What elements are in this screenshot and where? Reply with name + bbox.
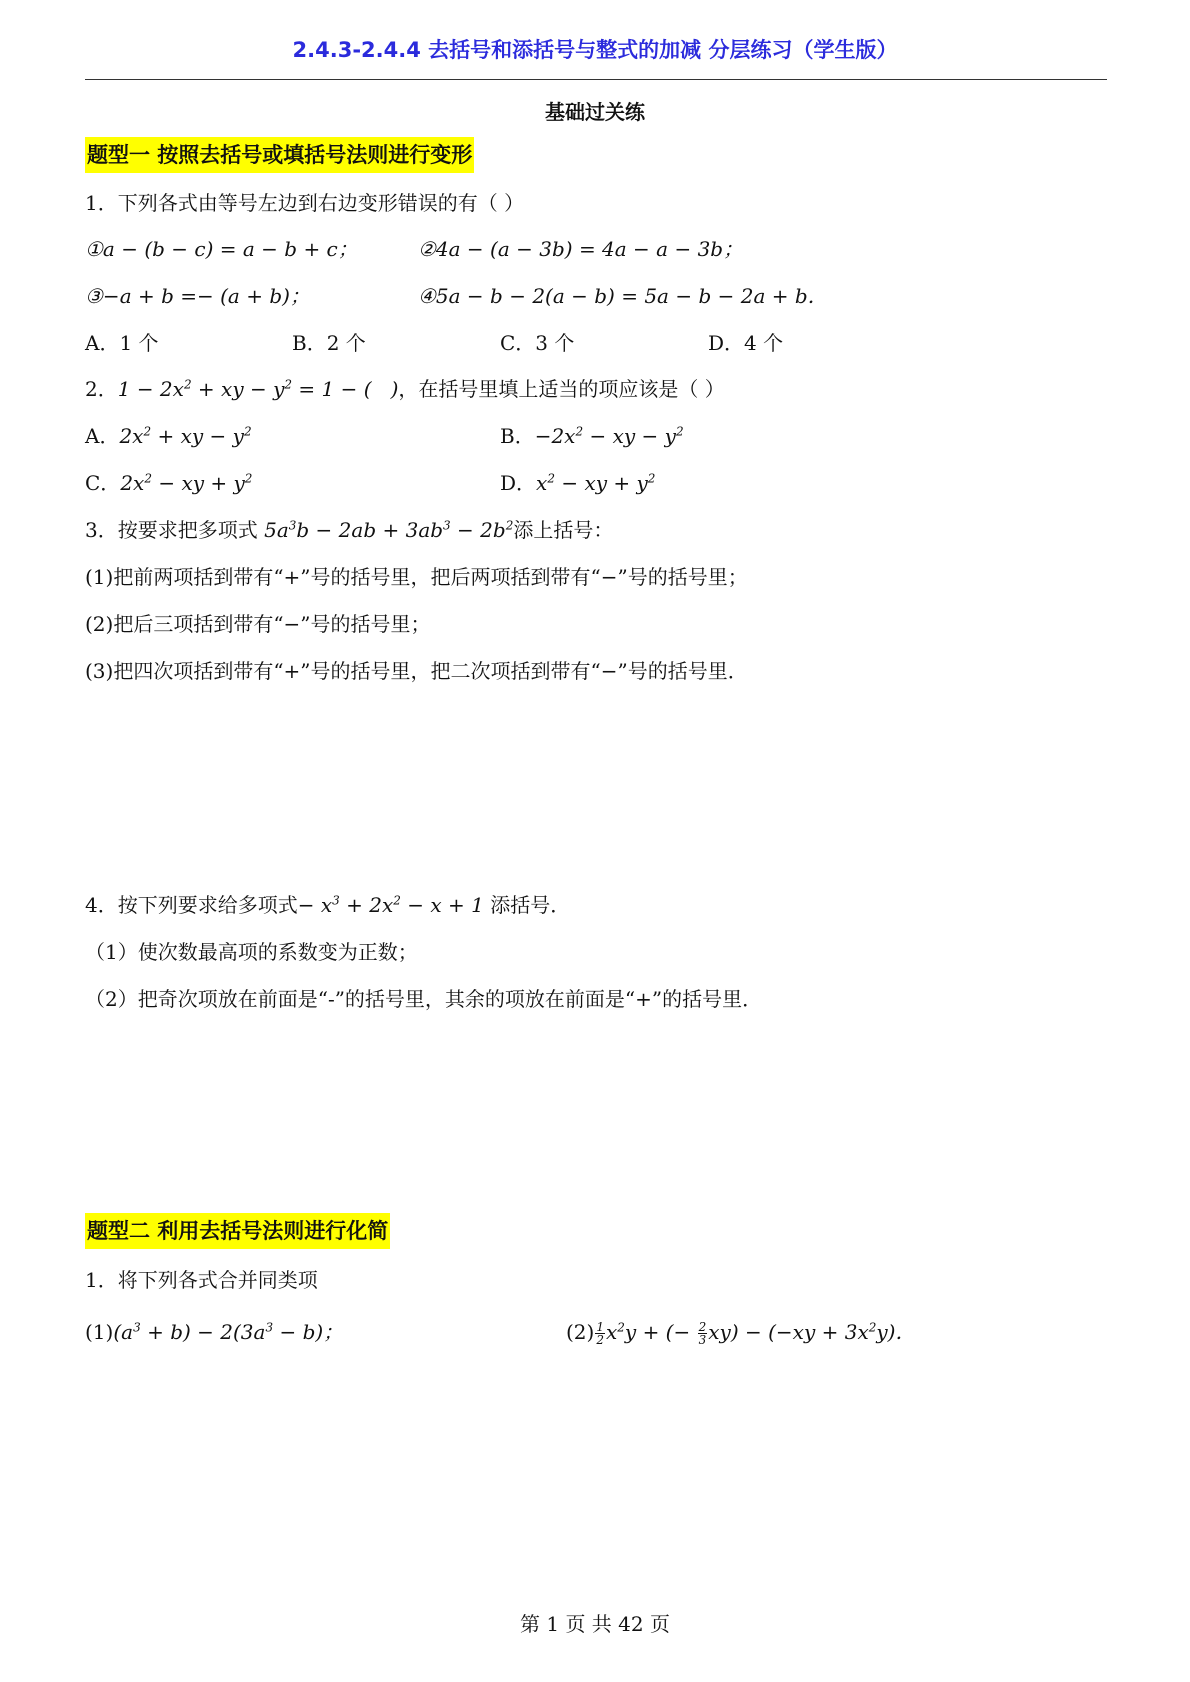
q2-stem-tail: ，在括号里填上适当的项应该是（ ） bbox=[398, 377, 725, 401]
q1-item-3-text: ③−a + b =− (a + b)； bbox=[85, 284, 310, 308]
fraction-one-half: $\frac{1}{2}$ bbox=[596, 1320, 604, 1347]
document-title: 2.4.3-2.4.4 去括号和添括号与整式的加减 分层练习（学生版） bbox=[292, 38, 898, 62]
q1-item-4-text: ④5a − b − 2(a − b) = 5a − b − 2a + b． bbox=[418, 284, 828, 308]
q1-item-1-text: ①a − (b − c) = a − b + c； bbox=[85, 237, 358, 261]
q1-item-4 bbox=[418, 282, 828, 310]
q3-prefix: 3．按要求把多项式 bbox=[85, 518, 265, 542]
q3-sub-3: (3)把四次项括到带有“+”号的括号里，把二次项括到带有“−”号的括号里． bbox=[85, 659, 748, 683]
type2-q1-sub-2 bbox=[566, 1318, 915, 1346]
type2-q1-sub-1-expr: $(a^3 + b) - 2(3a^3 - b)$； bbox=[113, 1320, 344, 1344]
type2-q1-sub-1 bbox=[85, 1318, 343, 1346]
q2-expression: $1 - 2x^2$ + xy − $y^2 = 1$ − ( ) bbox=[117, 377, 399, 401]
q4-suffix: 添括号． bbox=[483, 893, 571, 917]
q2-option-d bbox=[500, 469, 655, 497]
q2-option-c bbox=[85, 469, 252, 497]
q4-stem bbox=[85, 891, 570, 919]
q1-option-a: A．1 个 bbox=[85, 331, 159, 355]
q1-item-2 bbox=[418, 235, 743, 263]
q2-option-d-label: D． bbox=[500, 471, 537, 495]
type2-q1-sub-2-expr-b: $xy) - (-xy + 3x^2y)$． bbox=[708, 1320, 916, 1344]
q1-item-3 bbox=[85, 282, 310, 310]
q3-stem bbox=[85, 516, 613, 544]
q1-option-b: B．2 个 bbox=[292, 331, 366, 355]
type2-heading: 题型二 利用去括号法则进行化简 bbox=[85, 1213, 390, 1249]
q2-option-d-expr: $x^2$ − xy + $y^2$ bbox=[536, 471, 656, 495]
q3-polynomial: $5a^3b - 2ab + 3ab^3 - 2b^2$ bbox=[264, 518, 514, 542]
type2-q1-sub-2-expr-a: $x^2y$ + (− bbox=[605, 1320, 697, 1344]
page-footer: 第 1 页 共 42 页 bbox=[520, 1612, 670, 1636]
q3-sub-1: (1)把前两项括到带有“+”号的括号里，把后两项括到带有“−”号的括号里； bbox=[85, 565, 748, 589]
q2-option-b-expr: $-2x^2$ − xy − $y^2$ bbox=[534, 424, 684, 448]
q2-option-b-label: B． bbox=[500, 424, 535, 448]
q2-stem bbox=[85, 375, 725, 403]
q1-option-d: D．4 个 bbox=[708, 331, 784, 355]
type2-q1-sub-2-label: (2) bbox=[566, 1320, 595, 1344]
q3-suffix: 添上括号： bbox=[513, 518, 614, 542]
type2-q1-sub-1-label: (1) bbox=[85, 1320, 114, 1344]
q2-option-b bbox=[500, 422, 684, 450]
type2-q1-stem: 1．将下列各式合并同类项 bbox=[85, 1268, 318, 1292]
q2-option-a bbox=[85, 422, 252, 450]
q4-sub-2: （2）把奇次项放在前面是“-”的括号里，其余的项放在前面是“+”的括号里． bbox=[85, 987, 763, 1011]
q1-item-1 bbox=[85, 235, 358, 263]
q3-sub-2: (2)把后三项括到带有“−”号的括号里； bbox=[85, 612, 431, 636]
q4-polynomial: − $x^3 + 2x^2 - x + 1$ bbox=[297, 893, 484, 917]
fraction-two-thirds: $\frac{2}{3}$ bbox=[698, 1320, 707, 1347]
q2-option-c-expr: $2x^2$ − xy + $y^2$ bbox=[120, 471, 253, 495]
section-heading: 基础过关练 bbox=[545, 100, 645, 124]
type1-heading: 题型一 按照去括号或填括号法则进行变形 bbox=[85, 137, 474, 173]
q4-sub-1: （1）使次数最高项的系数变为正数； bbox=[85, 940, 418, 964]
q1-option-c: C．3 个 bbox=[500, 331, 575, 355]
q1-stem: 1．下列各式由等号左边到右边变形错误的有（ ） bbox=[85, 191, 525, 215]
header-rule bbox=[85, 79, 1107, 80]
q2-prefix: 2． bbox=[85, 377, 118, 401]
q2-option-a-label: A． bbox=[85, 424, 120, 448]
q2-option-a-expr: $2x^2$ + xy − $y^2$ bbox=[119, 424, 252, 448]
q1-item-2-text: ②4a − (a − 3b) = 4a − a − 3b； bbox=[418, 237, 744, 261]
q4-prefix: 4．按下列要求给多项式 bbox=[85, 893, 298, 917]
q2-option-c-label: C． bbox=[85, 471, 121, 495]
